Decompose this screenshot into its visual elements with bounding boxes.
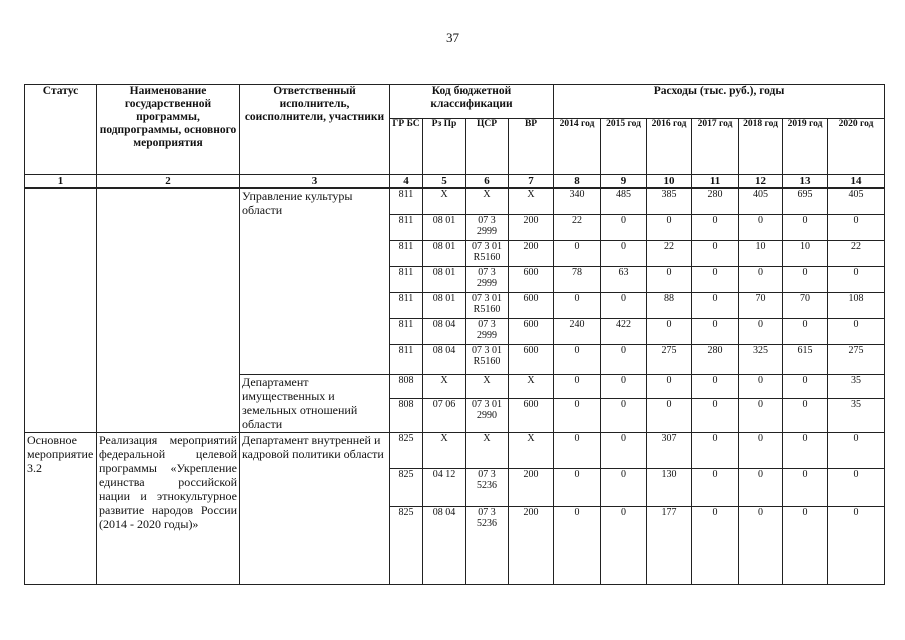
- expense-value: 0: [601, 398, 647, 432]
- expense-value: 0: [828, 318, 885, 344]
- expense-value: 177: [647, 506, 692, 584]
- csr-cell: 07 3 2999: [466, 318, 509, 344]
- header-expenses: Расходы (тыс. руб.), годы: [554, 85, 885, 119]
- header-year: 2019 год: [783, 119, 828, 175]
- expense-value: 0: [692, 432, 739, 468]
- header-csr: ЦСР: [466, 119, 509, 175]
- expense-value: 70: [739, 292, 783, 318]
- expense-value: 0: [601, 344, 647, 374]
- expense-value: 0: [692, 292, 739, 318]
- vr-cell: 200: [509, 240, 554, 266]
- rzpr-cell: Х: [423, 188, 466, 214]
- csr-cell: 07 3 5236: [466, 468, 509, 506]
- vr-cell: 200: [509, 468, 554, 506]
- table-header: [25, 85, 885, 189]
- program-name-cell: Реализация мероприятий федеральной целевой программы «Укрепление единства российской нации и этнокультурное развитие народов России (2014 - 2020 годы)»: [97, 432, 240, 584]
- expense-value: 0: [828, 468, 885, 506]
- expense-value: 0: [739, 506, 783, 584]
- expense-value: 0: [554, 468, 601, 506]
- rzpr-cell: 08 01: [423, 266, 466, 292]
- grbs-cell: 808: [390, 374, 423, 398]
- csr-cell: Х: [466, 188, 509, 214]
- executor-cell: Департамент внутренней и кадровой политики области: [240, 432, 390, 584]
- grbs-cell: 811: [390, 188, 423, 214]
- expense-value: 405: [828, 188, 885, 214]
- expense-value: 0: [692, 506, 739, 584]
- expense-value: 0: [692, 374, 739, 398]
- expense-value: 0: [828, 214, 885, 240]
- csr-cell: 07 3 5236: [466, 506, 509, 584]
- expense-value: 0: [601, 506, 647, 584]
- header-executor: Ответственный исполнитель, соисполнители, участники: [240, 85, 390, 175]
- expense-value: 0: [601, 374, 647, 398]
- expense-value: 0: [692, 240, 739, 266]
- expense-value: 0: [783, 506, 828, 584]
- expense-value: 0: [783, 432, 828, 468]
- expense-value: 130: [647, 468, 692, 506]
- rzpr-cell: Х: [423, 374, 466, 398]
- rzpr-cell: Х: [423, 432, 466, 468]
- expense-value: 0: [692, 398, 739, 432]
- grbs-cell: 825: [390, 506, 423, 584]
- rzpr-cell: 08 01: [423, 292, 466, 318]
- csr-cell: 07 3 01 2990: [466, 398, 509, 432]
- expense-value: 0: [692, 468, 739, 506]
- expense-value: 0: [554, 432, 601, 468]
- expense-value: 63: [601, 266, 647, 292]
- expense-value: 0: [554, 344, 601, 374]
- expense-value: 10: [783, 240, 828, 266]
- program-name-cell: [97, 188, 240, 432]
- rzpr-cell: 08 04: [423, 344, 466, 374]
- executor-cell: Управление культуры области: [240, 188, 390, 374]
- grbs-cell: 811: [390, 292, 423, 318]
- expense-value: 0: [828, 266, 885, 292]
- expense-value: 22: [554, 214, 601, 240]
- column-number: 14: [828, 175, 885, 189]
- expense-value: 10: [739, 240, 783, 266]
- expense-value: 0: [783, 374, 828, 398]
- header-year: 2017 год: [692, 119, 739, 175]
- expense-value: 35: [828, 374, 885, 398]
- expense-value: 485: [601, 188, 647, 214]
- expense-value: 422: [601, 318, 647, 344]
- header-budget-code: Код бюджетной классификации: [390, 85, 554, 119]
- expense-value: 0: [739, 468, 783, 506]
- csr-cell: 07 3 01 R5160: [466, 292, 509, 318]
- expense-value: 275: [647, 344, 692, 374]
- column-number: 8: [554, 175, 601, 189]
- vr-cell: Х: [509, 432, 554, 468]
- expense-value: 0: [554, 506, 601, 584]
- column-number: 12: [739, 175, 783, 189]
- column-number: 11: [692, 175, 739, 189]
- column-number: 13: [783, 175, 828, 189]
- expense-value: 340: [554, 188, 601, 214]
- expense-value: 0: [783, 214, 828, 240]
- header-grbs: ГР БС: [390, 119, 423, 175]
- expense-value: 615: [783, 344, 828, 374]
- expense-value: 0: [647, 266, 692, 292]
- expense-value: 0: [828, 506, 885, 584]
- column-number: 5: [423, 175, 466, 189]
- expense-value: 88: [647, 292, 692, 318]
- expense-value: 22: [828, 240, 885, 266]
- grbs-cell: 811: [390, 240, 423, 266]
- budget-table: [24, 84, 885, 585]
- expense-value: 0: [647, 374, 692, 398]
- expense-value: 0: [554, 398, 601, 432]
- header-year: 2018 год: [739, 119, 783, 175]
- expense-value: 0: [783, 318, 828, 344]
- expense-value: 0: [601, 240, 647, 266]
- status-cell: [25, 188, 97, 432]
- grbs-cell: 811: [390, 318, 423, 344]
- rzpr-cell: 08 01: [423, 240, 466, 266]
- expense-value: 405: [739, 188, 783, 214]
- grbs-cell: 825: [390, 432, 423, 468]
- expense-value: 0: [783, 468, 828, 506]
- header-year: 2020 год: [828, 119, 885, 175]
- grbs-cell: 811: [390, 214, 423, 240]
- grbs-cell: 808: [390, 398, 423, 432]
- expense-value: 22: [647, 240, 692, 266]
- expense-value: 385: [647, 188, 692, 214]
- header-status: Статус: [25, 85, 97, 175]
- vr-cell: 600: [509, 318, 554, 344]
- vr-cell: 600: [509, 344, 554, 374]
- expense-value: 0: [554, 374, 601, 398]
- expense-value: 0: [692, 318, 739, 344]
- expense-value: 0: [647, 318, 692, 344]
- header-year: 2014 год: [554, 119, 601, 175]
- expense-value: 280: [692, 188, 739, 214]
- csr-cell: Х: [466, 374, 509, 398]
- expense-value: 0: [783, 266, 828, 292]
- expense-value: 35: [828, 398, 885, 432]
- executor-cell: Департамент имущественных и земельных отношений области: [240, 374, 390, 432]
- expense-value: 0: [601, 468, 647, 506]
- column-number: 10: [647, 175, 692, 189]
- csr-cell: Х: [466, 432, 509, 468]
- header-vr: ВР: [509, 119, 554, 175]
- rzpr-cell: 08 01: [423, 214, 466, 240]
- grbs-cell: 811: [390, 344, 423, 374]
- rzpr-cell: 07 06: [423, 398, 466, 432]
- expense-value: 0: [554, 240, 601, 266]
- expense-value: 240: [554, 318, 601, 344]
- header-year: 2015 год: [601, 119, 647, 175]
- column-number: 6: [466, 175, 509, 189]
- expense-value: 325: [739, 344, 783, 374]
- column-number: 3: [240, 175, 390, 189]
- expense-value: 0: [739, 374, 783, 398]
- vr-cell: 200: [509, 506, 554, 584]
- grbs-cell: 825: [390, 468, 423, 506]
- grbs-cell: 811: [390, 266, 423, 292]
- expense-value: 0: [647, 398, 692, 432]
- vr-cell: 600: [509, 292, 554, 318]
- column-number: 4: [390, 175, 423, 189]
- vr-cell: 600: [509, 266, 554, 292]
- expense-value: 0: [739, 318, 783, 344]
- expense-value: 0: [601, 292, 647, 318]
- rzpr-cell: 08 04: [423, 318, 466, 344]
- expense-value: 0: [647, 214, 692, 240]
- column-number: 2: [97, 175, 240, 189]
- expense-value: 108: [828, 292, 885, 318]
- csr-cell: 07 3 01 R5160: [466, 344, 509, 374]
- column-number: 1: [25, 175, 97, 189]
- header-name: Наименование государственной программы, подпрограммы, основного мероприятия: [97, 85, 240, 175]
- expense-value: 307: [647, 432, 692, 468]
- header-year: 2016 год: [647, 119, 692, 175]
- vr-cell: Х: [509, 374, 554, 398]
- expense-value: 0: [783, 398, 828, 432]
- vr-cell: 200: [509, 214, 554, 240]
- expense-value: 0: [692, 214, 739, 240]
- expense-value: 0: [739, 266, 783, 292]
- expense-value: 0: [739, 432, 783, 468]
- csr-cell: 07 3 01 R5160: [466, 240, 509, 266]
- csr-cell: 07 3 2999: [466, 214, 509, 240]
- header-rzpr: Рз Пр: [423, 119, 466, 175]
- rzpr-cell: 08 04: [423, 506, 466, 584]
- expense-value: 695: [783, 188, 828, 214]
- expense-value: 70: [783, 292, 828, 318]
- expense-value: 0: [692, 266, 739, 292]
- expense-value: 275: [828, 344, 885, 374]
- expense-value: 0: [601, 214, 647, 240]
- csr-cell: 07 3 2999: [466, 266, 509, 292]
- table-body: [25, 188, 885, 584]
- expense-value: 0: [601, 432, 647, 468]
- expense-value: 0: [739, 214, 783, 240]
- vr-cell: 600: [509, 398, 554, 432]
- expense-value: 0: [554, 292, 601, 318]
- column-number-row: [25, 175, 885, 189]
- table-row: [25, 432, 885, 468]
- expense-value: 78: [554, 266, 601, 292]
- status-cell: Основное мероприятие 3.2: [25, 432, 97, 584]
- expense-value: 0: [828, 432, 885, 468]
- rzpr-cell: 04 12: [423, 468, 466, 506]
- table-row: [25, 188, 885, 214]
- column-number: 7: [509, 175, 554, 189]
- expense-value: 280: [692, 344, 739, 374]
- page-number: 37: [446, 30, 459, 45]
- column-number: 9: [601, 175, 647, 189]
- expense-value: 0: [739, 398, 783, 432]
- vr-cell: Х: [509, 188, 554, 214]
